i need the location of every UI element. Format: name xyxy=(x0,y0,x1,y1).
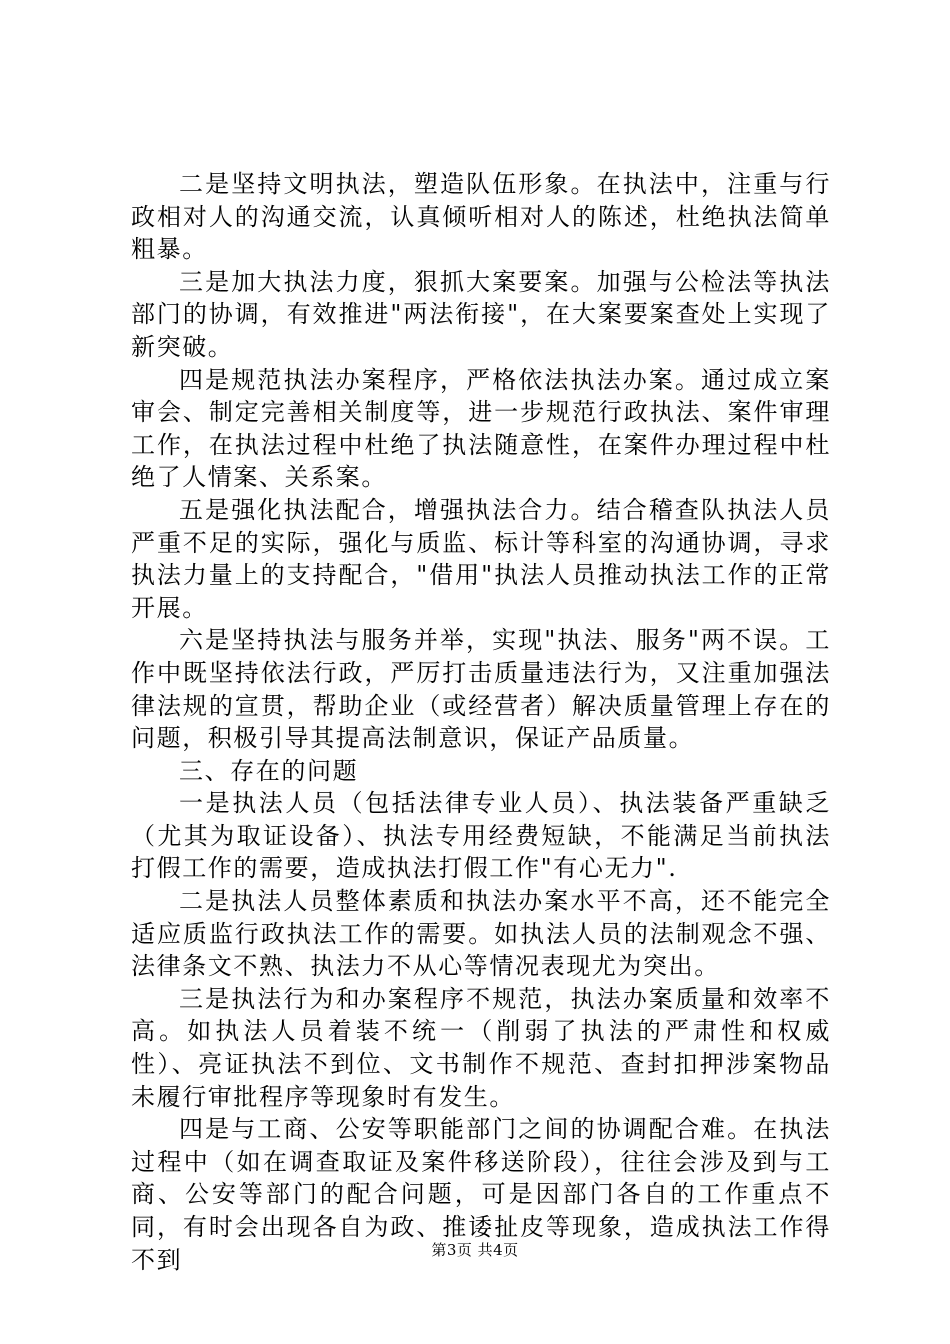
paragraph-enforcement-intensity: 三是加大执法力度，狠抓大案要案。加强与公检法等执法部门的协调，有效推进"两法衔接"，在大案要案查处上实现了新突破。 xyxy=(131,267,831,361)
page-number-label: 第3页 共4页 xyxy=(431,1241,519,1259)
page-footer xyxy=(0,1240,950,1260)
paragraph-enforcement-and-service: 六是坚持执法与服务并举，实现"执法、服务"两不误。工作中既坚持依法行政，严厉打击质量违法行为，又注重加强法律法规的宣贯，帮助企业（或经营者）解决质量管理上存在的问题，积极引导其提高法制意识，保证产品质量。 xyxy=(131,626,831,753)
paragraph-civilized-enforcement: 二是坚持文明执法，塑造队伍形象。在执法中，注重与行政相对人的沟通交流，认真倾听相对人的陈述，杜绝执法简单粗暴。 xyxy=(131,170,831,264)
paragraph-case-procedure: 四是规范执法办案程序，严格依法执法办案。通过成立案审会、制定完善相关制度等，进一步规范行政执法、案件审理工作，在执法过程中杜绝了执法随意性，在案件办理过程中杜绝了人情案、关系案。 xyxy=(131,365,831,492)
paragraph-enforcement-cooperation: 五是强化执法配合，增强执法合力。结合稽查队执法人员严重不足的实际，强化与质监、标计等科室的沟通协调，寻求执法力量上的支持配合，"借用"执法人员推动执法工作的正常开展。 xyxy=(131,495,831,622)
section-heading-problems: 三、存在的问题 xyxy=(179,756,359,785)
problem-item: 四是与工商、公安等职能部门之间的协调配合难。在执法过程中（如在调查取证及案件移送阶段），往往会涉及到与工商、公安等部门的配合问题，可是因部门各自的工作重点不同，有时会出现各自为政、推诿扯皮等现象，造成执法工作得不到 xyxy=(131,1115,831,1274)
problem-item: 三是执法行为和办案程序不规范，执法办案质量和效率不高。如执法人员着装不统一（削弱了执法的严肃性和权威性）、亮证执法不到位、文书制作不规范、查封扣押涉案物品未履行审批程序等现象时有发生。 xyxy=(131,984,831,1111)
problem-item: 一是执法人员（包括法律专业人员）、执法装备严重缺乏（尤其为取证设备）、执法专用经费短缺，不能满足当前执法打假工作的需要，造成执法打假工作"有心无力". xyxy=(131,789,831,883)
problem-item: 二是执法人员整体素质和执法办案水平不高，还不能完全适应质监行政执法工作的需要。如执法人员的法制观念不强、法律条文不熟、执法力不从心等情况表现尤为突出。 xyxy=(131,887,831,981)
document-body xyxy=(131,168,831,1276)
